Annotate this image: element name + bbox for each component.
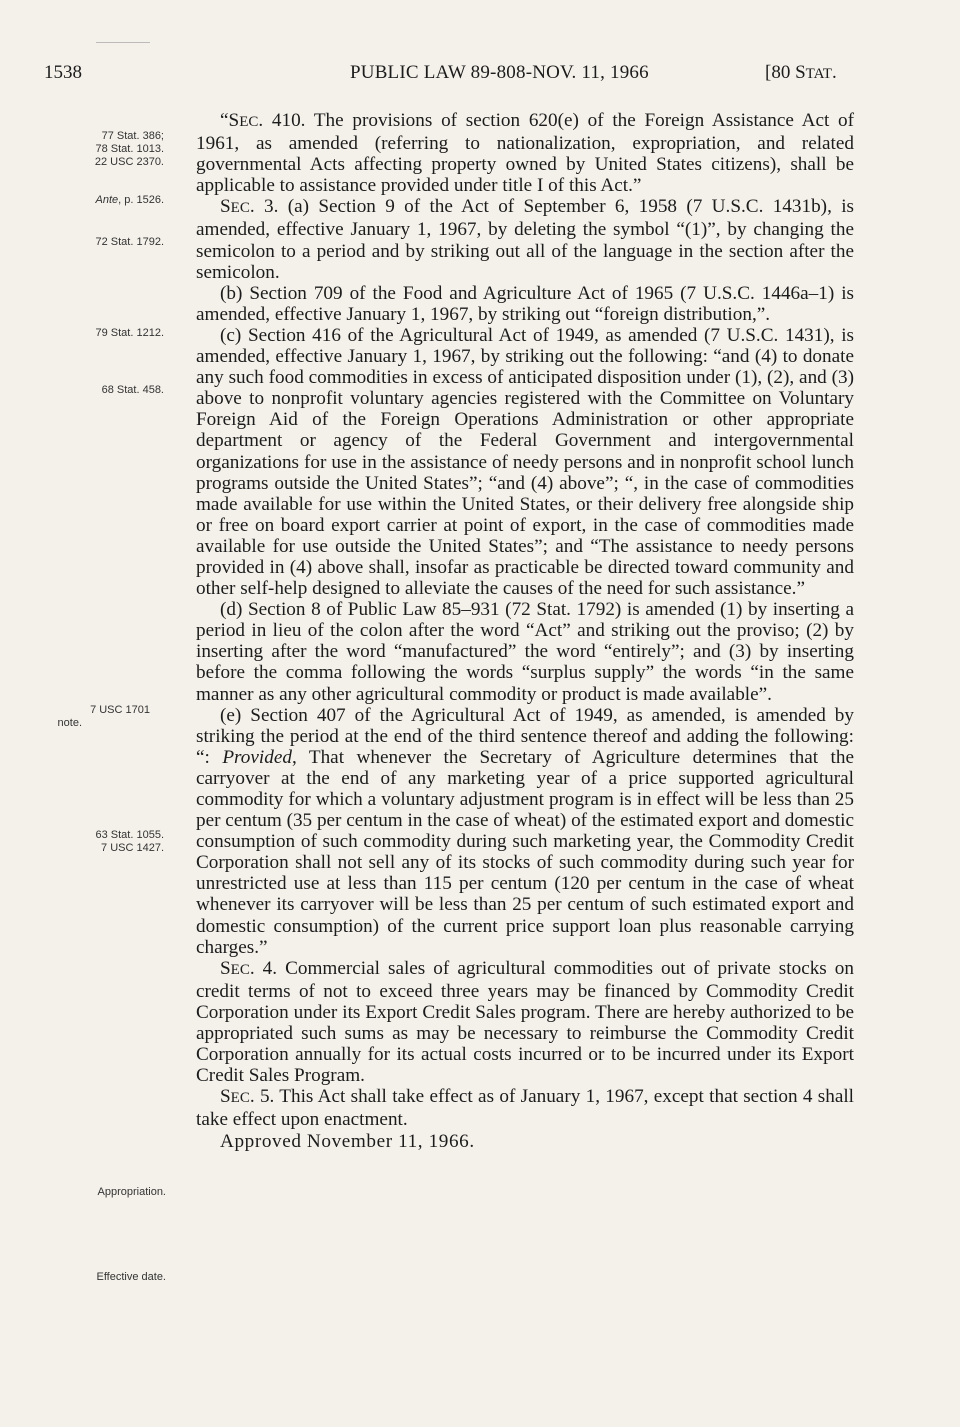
approval-line: Approved November 11, 1966. <box>220 1130 475 1152</box>
margin-note-63-stat: 63 Stat. 1055. <box>95 829 164 841</box>
volume-prefix: [80 S <box>765 62 806 83</box>
body-text <box>196 110 854 1152</box>
sec-410-text: . 410. The provisions of section 620(e) of the Foreign Assistance Act of 1961, as amended (referring to nationalization, expropriation, and related governmental Acts affecting property owned by United States citizens), shall be applicable to assistance provided under title I of this Act.” <box>196 110 854 197</box>
paragraph-sec-3d: (d) Section 8 of Public Law 85–931 (72 Stat. 1792) is amended (1) by inserting a period in lieu of the colon after the word “Act” and striking out the proviso; (2) by inserting after the word “manufactured” the word “entirely”; and (3) by inserting before the comma following the words “surplus supply” the words “in the same manner as any other agricultural commodity or product is made available”. <box>196 599 854 705</box>
margin-note-68-stat: 68 Stat. 458. <box>101 384 164 396</box>
sec-410-small-caps: EC <box>239 114 259 130</box>
paragraph-sec-3b: (b) Section 709 of the Food and Agriculture Act of 1965 (7 U.S.C. 1446a–1) is amended, effective January 1, 1967, by striking out “foreign distribution,”. <box>196 282 854 325</box>
scan-mark <box>96 42 150 43</box>
paragraph-sec-410 <box>196 110 854 196</box>
margin-note-effective-date: Effective date. <box>96 1271 166 1283</box>
margin-note-22-usc: 22 USC 2370. <box>94 156 164 168</box>
sec-3-initial: S <box>220 196 231 218</box>
paragraph-sec-5 <box>196 1086 854 1130</box>
margin-note-7-usc-1701: 7 USC 1701 <box>90 704 150 716</box>
sec-410-open: “S <box>220 110 240 131</box>
volume-suffix: . <box>831 62 837 83</box>
margin-note-79-stat: 79 Stat. 1212. <box>95 327 164 339</box>
paragraph-sec-4 <box>196 958 854 1087</box>
margin-note-7-usc-1427: 7 USC 1427. <box>101 842 164 854</box>
volume-small-caps: TAT <box>805 66 832 82</box>
sec-5-initial: S <box>220 1086 231 1108</box>
margin-note-appropriation: Appropriation. <box>97 1186 166 1198</box>
margin-note-77-stat: 77 Stat. 386; <box>101 130 164 142</box>
margin-note-ante-rest: , p. 1526. <box>118 194 164 206</box>
sec-3e-text-b: , That whenever the Secretary of Agriculture determines that the carryover at the end of any marketing year of a price supported agricultural commodity for which a voluntary adjustment program is in effect will be less than 25 per centum (35 per centum in the case of wheat) of the estimated export and domestic consumption of such commodity during such marketing year, the Commodity Credit Corporation shall not sell any of its stocks of such commodity during such year for unrestricted use at less than 115 per centum (120 per centum in the case of wheat whenever its carryover will be less than 25 per centum of such estimated export and domestic consumption) of the current price support loan plus reasonable carrying charges.” <box>196 746 854 958</box>
paragraph-sec-3e <box>196 705 854 958</box>
sec-5-small-caps: EC <box>230 1090 250 1107</box>
running-head: PUBLIC LAW 89-808-NOV. 11, 1966 <box>350 62 649 83</box>
margin-note-ante-italic: Ante <box>95 194 119 206</box>
margin-note-note: note. <box>57 717 82 729</box>
sec-5-text: . 5. This Act shall take effect as of January 1, 1967, except that section 4 shall take effect upon enactment. <box>196 1086 854 1131</box>
paragraph-sec-3a <box>196 196 854 282</box>
sec-4-small-caps: EC <box>230 961 250 978</box>
sec-3-text: . 3. (a) Section 9 of the Act of September 6, 1958 (7 U.S.C. 1431b), is amended, effective January 1, 1967, by deleting the symbol “(1)”, by changing the semicolon to a period and by striking out all of the language in the section after the semicolon. <box>196 196 854 283</box>
margin-note-ante <box>36 194 164 207</box>
sec-3-small-caps: EC <box>230 200 250 217</box>
margin-note-72-stat: 72 Stat. 1792. <box>95 236 164 248</box>
sec-4-text: . 4. Commercial sales of agricultural commodities out of private stocks on credit terms of not to exceed three years may be financed by Commodity Credit Corporation under its Export Credit Sales program. There are hereby authorized to be appropriated such sums as may be necessary to reimburse the Commodity Credit Corporation annually for its actual costs incurred or to be incurred under its Export Credit Sales Program. <box>196 957 854 1087</box>
volume-reference <box>765 62 837 84</box>
page-number: 1538 <box>44 62 82 83</box>
margin-note-78-stat: 78 Stat. 1013. <box>95 143 164 155</box>
sec-3e-provided: Provided <box>222 746 292 768</box>
sec-3e-text-a: (e) Section 407 of the Agricultural Act of 1949, as amended, is amended by striking the period at the end of the third sentence thereof and adding the following: “: <box>196 704 854 768</box>
paragraph-sec-3c: (c) Section 416 of the Agricultural Act of 1949, as amended (7 U.S.C. 1431), is amended, effective January 1, 1967, by striking out the following: “and (4) to donate any such food commodities in excess of anticipated disposition under (1), (2), and (3) above to nonprofit voluntary agencies registered with the Committee on Voluntary Foreign Aid of the Foreign Operations Administration or other appropriate department or agency of the Federal Government and intergovernmental organizations for use in the assistance of needy persons and in nonprofit school lunch programs outside the United States”; “and (4) above”; “, in the case of commodities made available for use within the United States, or their delivery free alongside ship or free on board export carrier at point of export, in the case of commodities made available for use outside the United States”; and “The assistance to needy persons provided in (4) above shall, insofar as practicable be directed toward community and other self-help designed to alleviate the causes of the need for such assistance.” <box>196 324 854 600</box>
sec-4-initial: S <box>220 957 231 979</box>
